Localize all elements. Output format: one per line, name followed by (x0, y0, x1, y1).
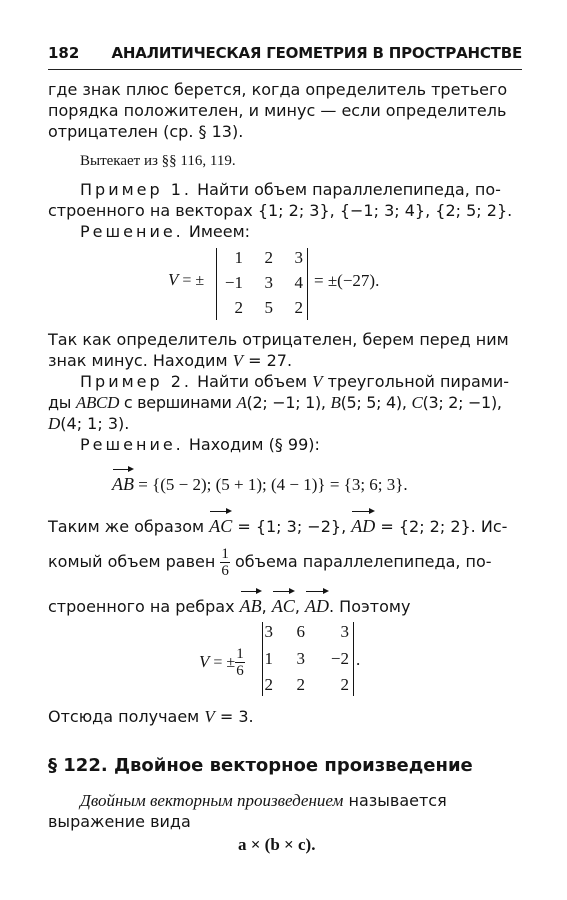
definition-term: Двойным векторным произведением (80, 791, 344, 810)
solution-label: Решение. (80, 222, 184, 241)
det2-cell: 3 (340, 622, 349, 641)
formula-v-2: V = ± $\frac{1}{6}$ (199, 646, 244, 679)
det1-cell: −1 (224, 273, 243, 292)
det1-cell: 2 (264, 248, 273, 267)
det1-cell: 2 (294, 298, 303, 317)
determinant-2 (262, 622, 354, 696)
determinant-2-dot: . (356, 650, 361, 669)
example-2-line-3: D(4; 1; 3). (48, 414, 130, 433)
det1-cell: 3 (264, 273, 273, 292)
example-2-final: Отсюда получаем V = 3. (48, 707, 254, 726)
example-1-line-1: Пример 1. Найти объем параллелепипеда, по- (80, 180, 501, 199)
section-heading: § 122. Двойное векторное произведение (48, 755, 473, 776)
fraction-one-sixth: $\frac{1}{6}$ (221, 546, 229, 579)
det1-cell: 2 (234, 298, 243, 317)
follows-note: Вытекает из §§ 116, 119. (80, 153, 236, 169)
example-2-line-1: Пример 2. Найти объем V треугольной пирами- (80, 372, 510, 391)
vector-ac: AC (209, 512, 232, 536)
det2-cell: 2 (296, 675, 305, 694)
det2-cell: 6 (296, 622, 305, 641)
example-2-line-2: ды ABCD с вершинами A(2; −1; 1), B(5; 5; 4), C(3; 2; −1), (48, 393, 502, 412)
determinant-1-result: = ±(−27). (314, 271, 380, 290)
intro-line-2: порядка положителен, и минус — если определитель (48, 101, 507, 120)
vector-arrow-icon (272, 588, 295, 596)
vector-arrow-icon (209, 508, 232, 516)
vector-arrow-icon (351, 508, 375, 516)
example-1-line-2: строенного на векторах {1; 2; 3}, {−1; 3; 4}, {2; 5; 2}. (48, 201, 513, 220)
det2-cell: −2 (330, 649, 349, 668)
det2-cell: 2 (264, 675, 273, 694)
vector-ab: AB (112, 470, 134, 494)
example-1-after-1: Так как определитель отрицателен, берем перед ним (48, 330, 509, 349)
intro-line-3: отрицателен (ср. § 13). (48, 122, 244, 141)
det1-cell: 5 (264, 298, 273, 317)
running-header (48, 41, 522, 70)
example-1-solution: Решение. Имеем: (80, 222, 251, 241)
vector-arrow-icon (240, 588, 262, 596)
fraction-one-sixth: $\frac{1}{6}$ (236, 646, 244, 679)
det1-cell: 1 (234, 248, 243, 267)
vector-arrow-icon (112, 466, 134, 474)
vector-ac: AC (272, 592, 295, 616)
vector-arrow-icon (305, 588, 329, 596)
det2-cell: 2 (340, 675, 349, 694)
definition-line-2: выражение вида (48, 812, 191, 831)
example-2-text-3: строенного на ребрах AB, AC, AD. Поэтому (48, 592, 410, 617)
det1-cell: 4 (294, 273, 303, 292)
vector-ad: AD (351, 512, 375, 536)
example-2-text-1: Таким же образом AC = {1; 3; −2}, AD = {2; 2; 2}. Ис- (48, 512, 507, 537)
example-2-solution: Решение. Находим (§ 99): (80, 435, 320, 454)
vector-ab: AB (240, 592, 262, 616)
det2-cell: 1 (264, 649, 273, 668)
determinant-1 (216, 248, 308, 320)
example-1-after-2: знак минус. Находим V = 27. (48, 351, 293, 370)
example-1-label: Пример 1. (80, 180, 193, 199)
formula-v-1: V = ± (168, 270, 205, 289)
det2-cell: 3 (264, 622, 273, 641)
running-title: АНАЛИТИЧЕСКАЯ ГЕОМЕТРИЯ В ПРОСТРАНСТВЕ (111, 44, 522, 62)
det1-cell: 3 (294, 248, 303, 267)
vector-ab-formula: AB = {(5 − 2); (5 + 1); (4 − 1)} = {3; 6; 3}. (112, 470, 408, 495)
solution-label: Решение. (80, 435, 184, 454)
example-2-text-2: комый объем равен $\frac{1}{6}$ объема параллелепипеда, по- (48, 546, 492, 579)
definition-line-1: Двойным векторным произведением называется (80, 791, 447, 810)
page-number: 182 (48, 44, 80, 62)
vector-ad: AD (305, 592, 329, 616)
triple-product-formula: a × (b × c). (238, 835, 316, 854)
example-2-label: Пример 2. (80, 372, 193, 391)
intro-line-1: где знак плюс берется, когда определитель третьего (48, 80, 508, 99)
det2-cell: 3 (296, 649, 305, 668)
